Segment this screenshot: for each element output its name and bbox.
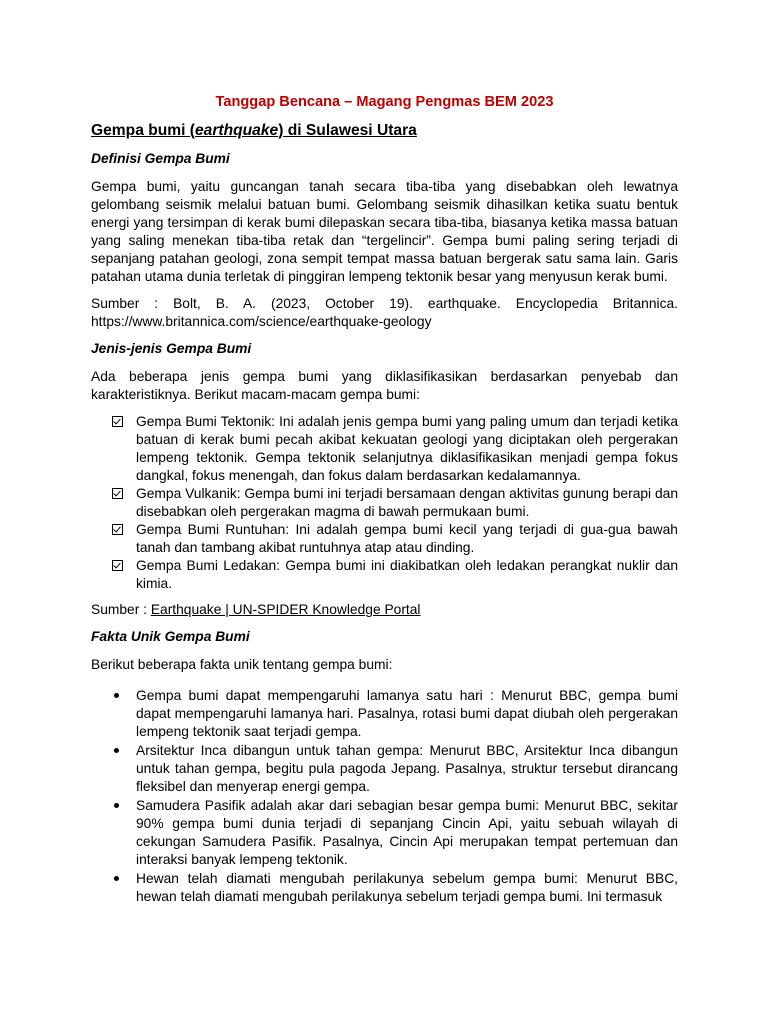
list-item: Gempa Vulkanik: Gempa bumi ini terjadi bersamaan dengan aktivitas gunung berapi dan disebabkan oleh pergerakan magma di bawah permukaan bumi. [91, 485, 678, 521]
document-page [91, 93, 678, 914]
jenis-intro: Ada beberapa jenis gempa bumi yang diklasifikasikan berdasarkan penyebab dan karakteristiknya. Berikut macam-macam gempa bumi: [91, 369, 678, 402]
heading-prefix: Gempa bumi ( [91, 122, 195, 139]
fakta-intro: Berikut beberapa fakta unik tentang gempa bumi: [91, 657, 393, 672]
list-item: Hewan telah diamati mengubah perilakunya sebelum gempa bumi: Menurut BBC, hewan telah diamati mengubah perilakunya sebelum terjadi gempa bumi. Ini termasuk [91, 870, 678, 906]
list-item: Gempa Bumi Ledakan: Gempa bumi ini diakibatkan oleh ledakan perangkat nuklir dan kimia. [91, 557, 678, 593]
bullet-icon [112, 687, 126, 705]
jenis-source [91, 601, 678, 619]
jenis-source-link[interactable]: Earthquake | UN-SPIDER Knowledge Portal [150, 602, 421, 617]
heading-suffix: ) di Sulawesi Utara [278, 122, 417, 139]
list-item: Gempa Bumi Tektonik: Ini adalah jenis gempa bumi yang paling umum dan terjadi ketika batuan di kerak bumi pecah akibat kekuatan geologi yang diciptakan oleh pergerakan lempeng tektonik. Gempa tektonik selanjutnya diklasifikasikan menjadi gempa fokus dangkal, fokus menengah, dan fokus dalam berdasarkan kedalamannya. [91, 413, 678, 485]
definisi-heading: Definisi Gempa Bumi [91, 151, 230, 166]
fakta-heading: Fakta Unik Gempa Bumi [91, 629, 250, 644]
list-item: Gempa bumi dapat mempengaruhi lamanya satu hari : Menurut BBC, gempa bumi dapat mempengaruhi lamanya hari. Pasalnya, rotasi bumi dapat diubah oleh pergerakan lempeng tektonik saat terjadi gempa. [91, 687, 678, 741]
checkbox-checked-icon [112, 557, 126, 575]
jenis-source-prefix: Sumber : [91, 602, 151, 617]
bullet-icon [112, 797, 126, 815]
checkbox-checked-icon [112, 521, 126, 539]
fakta-bullet-list [91, 687, 678, 906]
bullet-icon [112, 870, 126, 888]
document-title: Tanggap Bencana – Magang Pengmas BEM 2023 [215, 94, 554, 110]
checkbox-checked-icon [112, 485, 126, 503]
definisi-source: Sumber : Bolt, B. A. (2023, October 19). earthquake. Encyclopedia Britannica. https://www.britannica.com/science/earthquake-geology [91, 296, 678, 329]
list-item: Arsitektur Inca dibangun untuk tahan gempa: Menurut BBC, Arsitektur Inca dibangun untuk tahan gempa, begitu pula pagoda Jepang. Pasalnya, struktur tersebut dirancang fleksibel dan menyerap energi gempa. [91, 742, 678, 796]
list-item: Gempa Bumi Runtuhan: Ini adalah gempa bumi kecil yang terjadi di gua-gua bawah tanah dan tambang akibat runtuhnya atap atau dinding. [91, 521, 678, 557]
jenis-heading: Jenis-jenis Gempa Bumi [91, 341, 252, 356]
jenis-checklist [91, 413, 678, 593]
main-heading [91, 121, 678, 140]
bullet-icon [112, 742, 126, 760]
heading-italic: earthquake [194, 122, 279, 139]
checkbox-checked-icon [112, 413, 126, 431]
definisi-paragraph: Gempa bumi, yaitu guncangan tanah secara tiba-tiba yang disebabkan oleh lewatnya gelombang seismik melalui batuan bumi. Gelombang seismik dihasilkan ketika suatu bentuk energi yang tersimpan di kerak bumi dilepaskan secara tiba-tiba, biasanya ketika massa batuan yang saling menekan tiba-tiba retak dan “tergelincir”. Gempa bumi paling sering terjadi di sepanjang patahan geologi, zona sempit tempat massa batuan bergerak satu sama lain. Garis patahan utama dunia terletak di pinggiran lempeng tektonik besar yang menyusun kerak bumi. [91, 179, 678, 284]
list-item: Samudera Pasifik adalah akar dari sebagian besar gempa bumi: Menurut BBC, sekitar 90% gempa bumi dunia terjadi di sepanjang Cincin Api, yaitu sebuah wilayah di cekungan Samudera Pasifik. Pasalnya, Cincin Api merupakan tempat pertemuan dan interaksi banyak lempeng tektonik. [91, 797, 678, 869]
